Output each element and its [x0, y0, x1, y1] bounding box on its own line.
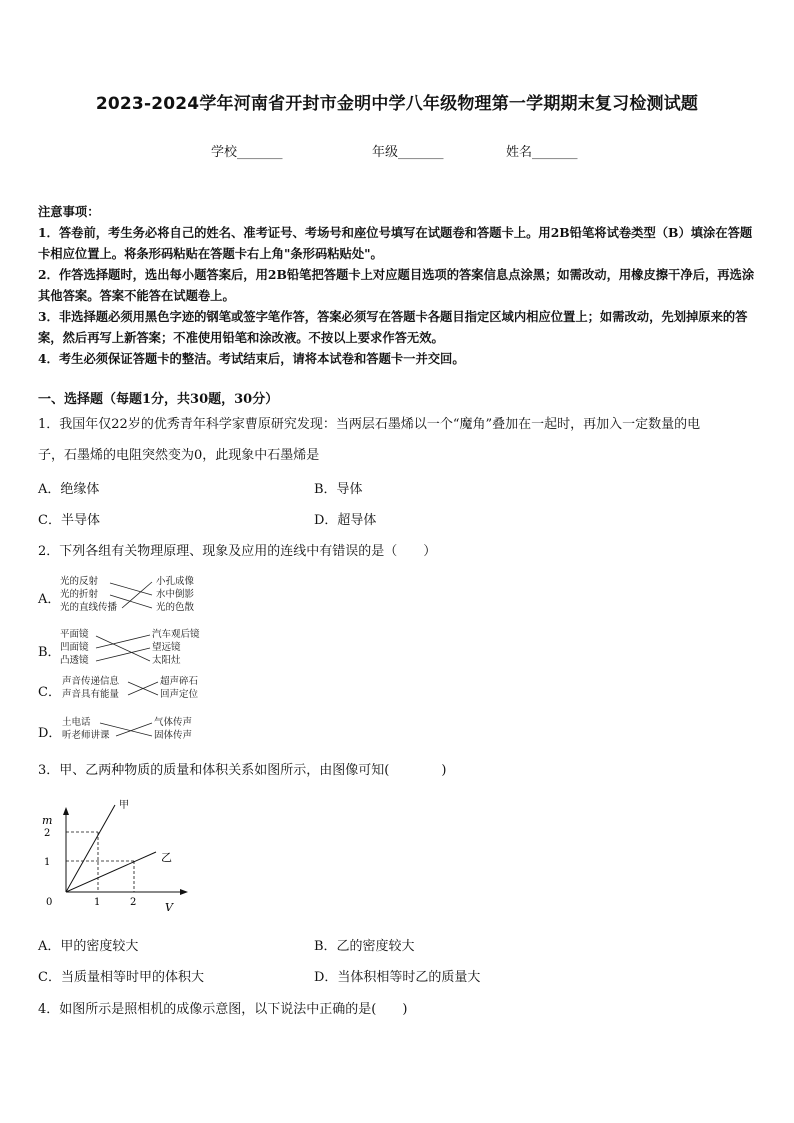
- q2-c-right-item: 超声碎石: [160, 676, 199, 687]
- q3-x-tick: 1: [94, 897, 101, 908]
- notice-item: 3．非选择题必须用黑色字迹的钢笔或签字笔作答，答案必须写在答题卡各题目指定区域内相应位置上；如需改动，先划掉原来的答案，然后再写上新答案；不准使用铅笔和涂改液。不按以上要求作答无效。: [38, 309, 748, 345]
- q2-a-right-item: 小孔成像: [156, 576, 195, 587]
- q3-origin-label: 0: [46, 897, 53, 908]
- q3-option-b[interactable]: B．乙的密度较大: [314, 939, 415, 954]
- q2-option-d-label[interactable]: D．: [38, 726, 62, 741]
- q2-d-right-item: 固体传声: [154, 730, 193, 741]
- q3-x-axis-label: V: [165, 901, 173, 914]
- page-title: 2023-2024学年河南省开封市金明中学八年级物理第一学期期末复习检测试题: [95, 94, 699, 114]
- q1-stem-line: 1．我国年仅22岁的优秀青年科学家曹原研究发现：当两层石墨烯以一个“魔角”叠加在一起时，再加入一定数量的电: [38, 417, 701, 432]
- q2-b-left-item: 平面镜: [60, 629, 89, 640]
- q2-d-right: [154, 716, 192, 742]
- q1-stem: [38, 409, 760, 471]
- q2-c-right-item: 回声定位: [160, 689, 199, 700]
- q2-b-left-item: 凹面镜: [60, 642, 89, 653]
- q3-x-tick: 2: [130, 897, 137, 908]
- q3-y-axis-label: m: [42, 814, 53, 827]
- q2-a-right-item: 光的色散: [156, 602, 195, 613]
- q3-option-d[interactable]: D．当体积相等时乙的质量大: [314, 970, 481, 985]
- q2-b-right-item: 太阳灶: [152, 655, 181, 666]
- q2-c-right: [160, 675, 198, 701]
- section-heading: 一、选择题（每题1分，共30题，30分）: [38, 392, 279, 407]
- q2-stem: 2．下列各组有关物理原理、现象及应用的连线中有错误的是（ ）: [38, 544, 437, 559]
- q2-d-right-item: 气体传声: [154, 717, 193, 728]
- q2-b-right-item: 望远镜: [152, 642, 181, 653]
- notice-heading: 注意事项：: [38, 204, 100, 219]
- q3-y-tick: 1: [44, 857, 51, 868]
- q2-option-a-label[interactable]: A．: [38, 592, 61, 607]
- q1-option-a[interactable]: A．绝缘体: [38, 482, 100, 497]
- q3-y-tick: 2: [44, 828, 51, 839]
- q3-option-c[interactable]: C．当质量相等时甲的体积大: [38, 970, 204, 985]
- q2-b-right-item: 汽车观后镜: [152, 629, 200, 640]
- school-field[interactable]: 学校_______: [211, 145, 283, 160]
- q3-line-a-label: 甲: [119, 800, 129, 811]
- q3-mass-volume-graph: [38, 795, 198, 920]
- q3-line-b-label: 乙: [161, 851, 172, 864]
- q2-c-left-item: 声音传递信息: [62, 676, 120, 687]
- q2-b-left-item: 凸透镜: [60, 655, 89, 666]
- q2-a-left-item: 光的折射: [60, 589, 99, 600]
- q1-option-c[interactable]: C．半导体: [38, 513, 100, 528]
- notice-item: 4．考生必须保证答题卡的整洁。考试结束后，请将本试卷和答题卡一并交回。: [38, 351, 465, 366]
- notice-item: 1．答卷前，考生务必将自己的姓名、准考证号、考场号和座位号填写在试题卷和答题卡上。用2B铅笔将试卷类型（B）填涂在答题卡相应位置上。将条形码粘贴在答题卡右上角"条形码粘贴处"。: [38, 225, 753, 261]
- notice-block: [38, 201, 760, 369]
- q2-a-left-item: 光的反射: [60, 576, 99, 587]
- q2-a-left-item: 光的直线传播: [60, 602, 118, 613]
- q2-option-c-label[interactable]: C．: [38, 685, 61, 700]
- q2-b-left: [60, 628, 89, 667]
- q1-option-d[interactable]: D．超导体: [314, 513, 377, 528]
- q3-option-a[interactable]: A．甲的密度较大: [38, 939, 139, 954]
- q3-stem: 3．甲、乙两种物质的质量和体积关系如图所示，由图像可知( ): [38, 763, 447, 778]
- q1-stem-line: 子，石墨烯的电阻突然变为0，此现象中石墨烯是: [38, 448, 320, 463]
- q2-c-connectors: [124, 675, 164, 703]
- q2-option-b-label[interactable]: B．: [38, 645, 61, 660]
- q2-d-connectors: [96, 716, 158, 744]
- q2-b-right: [152, 628, 200, 667]
- q2-c-left-item: 声音具有能量: [62, 689, 120, 700]
- name-field[interactable]: 姓名_______: [506, 145, 578, 160]
- notice-item: 2．作答选择题时，选出每小题答案后，用2B铅笔把答题卡上对应题目选项的答案信息点涂黑；如需改动，用橡皮擦干净后，再选涂其他答案。答案不能答在试题卷上。: [38, 267, 755, 303]
- grade-field[interactable]: 年级_______: [372, 145, 444, 160]
- q1-option-b[interactable]: B．导体: [314, 482, 363, 497]
- q2-a-right-item: 水中倒影: [156, 589, 195, 600]
- q2-a-connectors: [100, 575, 160, 615]
- q2-b-connectors: [92, 628, 156, 668]
- q2-a-right: [156, 575, 194, 614]
- q2-d-left-item: 听老师讲课: [62, 730, 110, 741]
- q4-stem: 4．如图所示是照相机的成像示意图，以下说法中正确的是( ): [38, 1002, 408, 1017]
- q2-d-left-item: 土电话: [62, 717, 91, 728]
- q2-c-left: [62, 675, 119, 701]
